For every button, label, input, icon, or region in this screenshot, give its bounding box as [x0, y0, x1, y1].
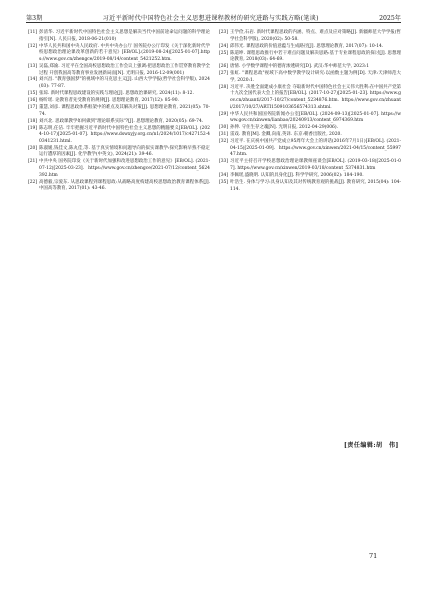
reference-text: 张虹. "课程思政"视域下高中数学教学设计研究:以函数主题为例[D]. 天津:天津师范大学, 2020:1. — [230, 71, 401, 83]
reference-item — [219, 139, 401, 159]
running-header — [26, 8, 401, 22]
reference-item — [28, 180, 210, 193]
reference-text: 孙伸. 守住生存之魂[N]. 光明日报, 2012-04-29(006). — [230, 125, 338, 131]
reference-item — [219, 132, 401, 139]
reference-text: 叶浩生. 身体与学习:具身认知及其对传统教育观的挑战[J]. 教育研究, 2015(04): 104-114. — [230, 180, 401, 192]
reference-item — [219, 51, 401, 64]
reference-text: 高德毅,宗爱东. 从思政课程到课程思政:从战略高度构建高校思想政治教育课程体系[J]. 中国高等教育, 2017(01): 43-46. — [39, 179, 210, 192]
reference-number: [22] — [28, 179, 38, 185]
year-label: 2025年 — [379, 15, 401, 22]
reference-item — [28, 30, 210, 43]
reference-item — [219, 180, 401, 193]
reference-item — [28, 146, 210, 159]
reference-item — [219, 64, 401, 71]
issue-label: 第3期 — [26, 15, 43, 22]
reference-text: 习近平. 决胜全面建成小康社会 夺取新时代中国特色社会主义伟大胜利:在中国共产党第十九次全国代表大会上的报告[EB/OL]. (2017-10-27)[2025-01-23]. https://www.gov.cn/zhuanti/2017-10/27/content_5234876.htm. https://www.gov.cn/zhuanti/2017/10/27/ARTI1509103656574313.shtml. — [230, 84, 401, 110]
reference-text: 彭清华. 习近平新时代中国特色社会主义思想是解决当代中国前途命运问题的科学理论指引[N]. 人民日报, 2018-06-21(010) — [39, 30, 210, 42]
reference-text: 雷戏. 教育[M]. 金卿,向南,英译. 东京:朝香出版社, 2020. — [230, 132, 342, 138]
reference-text: 中共中央 国务院印发《关于新时代加强和改进思想政治工作的意见》[EB/OL]. (2021-07-12)[2025-03-23]. https://www.gov.cn/zhengce/2021-07/12/content_5624392.htm — [39, 159, 210, 178]
reference-text: 吴磊,郑渝. 习近平在全国高校思想政治工作会议上强调:把思想政治工作贯穿教育教学全过程 开创我国高等教育事业发展新局面[N]. 光明日报, 2016-12-09(001) — [39, 63, 210, 76]
reference-text: 杨昕瑶. 论教育者先受教育的规律[J]. 思想理论教育, 2017(12): 85-90. — [39, 98, 179, 104]
reference-number: [23] — [219, 30, 229, 35]
reference-list-right — [219, 30, 401, 194]
reference-number: [25] — [219, 50, 229, 56]
reference-item — [28, 98, 210, 105]
reference-text: 中华人民共和国中央人民政府. 中共中央办公厅 国务院办公厅印发《关于深化新时代学校思想政治理论课改革创新的若干意见》[EB/OL].(2019-08-24)[2025-01-07].https://www.gov.cn/zhengce/2019-08/14/content_5421252.htm. — [39, 43, 210, 62]
reference-text: 董慧,刘彦. 课程思政体系框架中的难点及其解决对策[J]. 思想理论教育, 2021(05): 70-74. — [39, 105, 210, 117]
reference-item — [28, 119, 210, 126]
reference-number: [17] — [28, 105, 38, 110]
reference-item — [28, 105, 210, 118]
reference-item — [28, 44, 210, 64]
reference-item — [28, 91, 210, 98]
reference-number: [13] — [28, 63, 38, 69]
reference-item — [219, 71, 401, 84]
reference-number: [31] — [219, 132, 229, 138]
running-title: 习近平新时代中国特色社会主义思想进课程教材的研究进路与实践方略(笔谈) — [102, 15, 319, 22]
reference-item — [219, 85, 401, 112]
reference-text: 张琼. 新时代课程思政建设的实践与理论[J]. 思想政治课研究, 2024(11): 8-12. — [39, 91, 194, 97]
reference-text: 王学俭,石岩. 新时代课程思政的内涵、特点、难点及应对策略[J]. 新疆师范大学学报(哲学社会科学版), 2020(02): 50-58. — [230, 30, 401, 42]
reference-list-left — [28, 30, 210, 193]
reference-number: [32] — [219, 139, 229, 145]
reference-item — [28, 64, 210, 77]
reference-text: 中华人民共和国国务院新闻办公室[EB/OL]. (2024-09-13)[2025-01-07]. https://www.gov.cn/xinwen/lianbao/20240913/content_6974369.htm — [230, 111, 401, 124]
header-rule — [26, 22, 401, 23]
reference-number: [16] — [28, 98, 38, 104]
reference-number: [27] — [219, 71, 229, 77]
reference-text: 刘兴北. 思政课教学如何做到"理论联系实际"?[J]. 思想理论教育, 2020(05): 69-74. — [39, 118, 204, 124]
reference-item — [28, 126, 210, 146]
reference-text: 唐情. 小学数学课程中的德育渗透研究[D]. 武汉:华中师范大学, 2023:1 — [230, 64, 370, 70]
reference-text: 习近平主持召开学校思想政治理论课教师座谈会[EB/OL]. (2019-03-18)[2025-01-07]. https://www.gov.cn/xinwen/2019-03/18/content_5374831.htm — [230, 159, 401, 172]
reference-item — [219, 125, 401, 132]
reference-item — [219, 30, 401, 43]
reference-number: [15] — [28, 91, 38, 97]
reference-number: [30] — [219, 125, 229, 131]
reference-number: [12] — [28, 43, 38, 49]
page-number: 71 — [369, 552, 378, 560]
reference-number: [24] — [219, 43, 229, 49]
reference-item — [28, 77, 210, 90]
reference-text: 李佩瑶,盛晓明. 认知的具身化[J]. 科学学研究, 2006(02): 184-190. — [230, 173, 364, 179]
reference-item — [219, 44, 401, 51]
reference-number: [35] — [219, 180, 229, 185]
reference-number: [11] — [28, 30, 38, 35]
reference-item — [219, 159, 401, 172]
reference-number: [28] — [219, 84, 229, 90]
reference-number: [33] — [219, 159, 229, 165]
reference-number: [19] — [28, 125, 38, 131]
reference-text: 陈志明,任洁. 牢牢把握习近平新时代中国特色社会主义思想的精髓要义[EB/OL]. (2024-10-17)[2025-01-07]. https://www.dswxyjy.org.cn/n1/2024/1017/c427152-40341231.html. — [39, 125, 210, 144]
reference-number: [26] — [219, 64, 229, 70]
reference-text: 陈道坤. 课程思政推行中若干难点问题及解决思路:基于专业课程思政的探讨[J]. 思想理论教育, 2018(03): 64-69. — [230, 50, 401, 63]
reference-number: [18] — [28, 118, 38, 124]
editor-note: [责任编辑:胡 伟] — [344, 442, 399, 449]
reference-item — [219, 112, 401, 125]
reference-item — [219, 173, 401, 180]
reference-text: 刘兴昌. "教育强国梦"的视域中的马克思主义[J]. 山西大学学报(哲学社会科学版), 2024(03): 77-87. — [39, 77, 210, 90]
reference-text: 习近平. 在庆祝中国共产党成立95周年大会上的讲话(2016年7月1日)[EB/OL]. (2021-04-15)[2025-01-09]. https://www.gov.cn/xinwen/2021-04/15/content_5599747.htm. — [230, 139, 401, 158]
reference-number: [14] — [28, 77, 38, 83]
reference-number: [20] — [28, 145, 38, 151]
reference-number: [34] — [219, 173, 229, 179]
reference-text: 陈淑媛,钱佳文,陈丸佳,等. 基于真实情境和问题导向的拟实课教学:探究影响早熟不稳定运行遭厚的因素[J]. 化学教学(中英文), 2024(21): 39-46. — [39, 145, 210, 158]
reference-number: [29] — [219, 111, 229, 117]
reference-number: [21] — [28, 159, 38, 165]
reference-item — [28, 159, 210, 179]
reference-text: 邱伟光. 课程思政的价值意蕴与生成路径[J]. 思想理论教育, 2017(07): 10-14. — [230, 43, 384, 49]
